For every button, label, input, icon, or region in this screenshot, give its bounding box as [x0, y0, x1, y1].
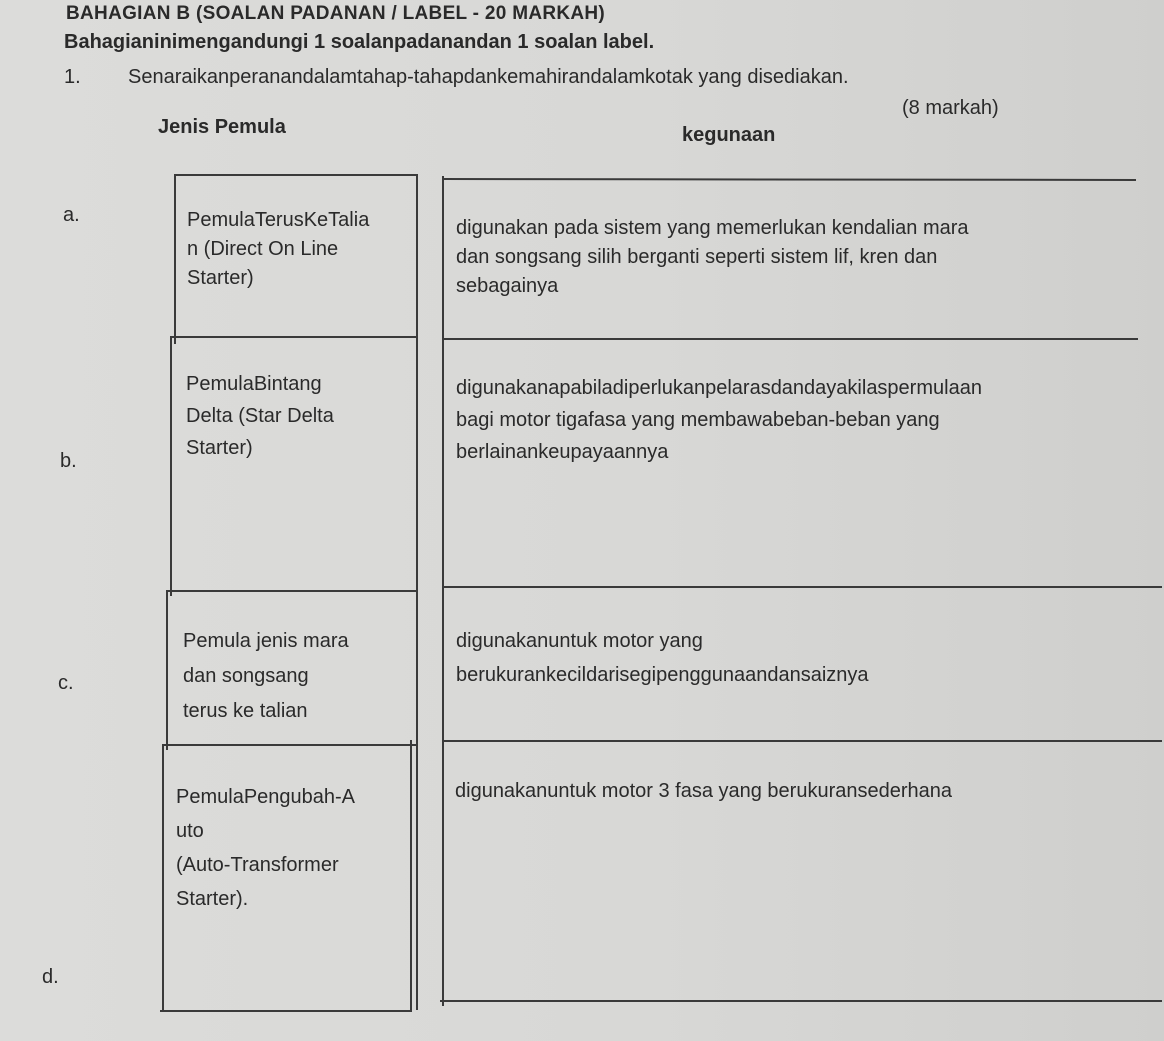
grid-line	[170, 336, 172, 596]
section-title: BAHAGIAN B (SOALAN PADANAN / LABEL - 20 MARKAH)	[66, 3, 606, 24]
grid-line	[442, 176, 444, 1006]
starter-use-cell: digunakanapabiladiperlukanpelarasdandayakilaspermulaan bagi motor tigafasa yang membawabeban-beban yang berlainankeupayaannya	[456, 377, 982, 463]
grid-line	[172, 336, 418, 338]
starter-type-cell: PemulaBintang Delta (Star Delta Starter)	[186, 373, 334, 459]
column-header-type: Jenis Pemula	[158, 116, 286, 138]
grid-line	[444, 338, 1138, 340]
starter-type-cell: Pemula jenis mara dan songsang terus ke talian	[183, 630, 349, 722]
question-number: 1.	[64, 66, 81, 88]
starter-use-cell: digunakanuntuk motor 3 fasa yang berukuransederhana	[455, 780, 953, 802]
question-text: Senaraikanperanandalamtahap-tahapdankemahirandalamkotak yang disediakan.	[128, 66, 849, 88]
row-label-c: c.	[58, 672, 74, 694]
instruction-text: Bahagianinimengandungi 1 soalanpadanandan 1 soalan label.	[64, 31, 655, 53]
grid-line	[166, 590, 168, 750]
grid-line	[174, 174, 176, 344]
column-header-use: kegunaan	[682, 124, 776, 146]
grid-line	[160, 1010, 412, 1012]
grid-line	[164, 744, 416, 746]
starter-type-cell: PemulaTerusKeTalia n (Direct On Line Starter)	[187, 209, 370, 289]
grid-line	[444, 178, 1136, 180]
row-label-a: a.	[63, 204, 80, 226]
grid-line	[444, 586, 1162, 588]
grid-line	[444, 740, 1162, 742]
row-label-d: d.	[42, 966, 59, 988]
starter-use-cell: digunakanuntuk motor yang berukurankecildarisegipenggunaandansaiznya	[456, 630, 869, 686]
row-label-b: b.	[60, 450, 77, 472]
grid-line	[416, 176, 418, 1010]
grid-line	[162, 744, 164, 1012]
grid-line	[410, 740, 412, 1010]
starter-type-cell: PemulaPengubah-A uto (Auto-Transformer Starter).	[176, 786, 356, 910]
grid-line	[440, 1000, 1162, 1002]
grid-line	[168, 590, 418, 592]
starter-use-cell: digunakan pada sistem yang memerlukan kendalian mara dan songsang silih berganti seperti sistem lif, kren dan sebagainya	[456, 217, 969, 297]
marks-label: (8 markah)	[902, 97, 999, 119]
grid-line	[174, 174, 418, 176]
